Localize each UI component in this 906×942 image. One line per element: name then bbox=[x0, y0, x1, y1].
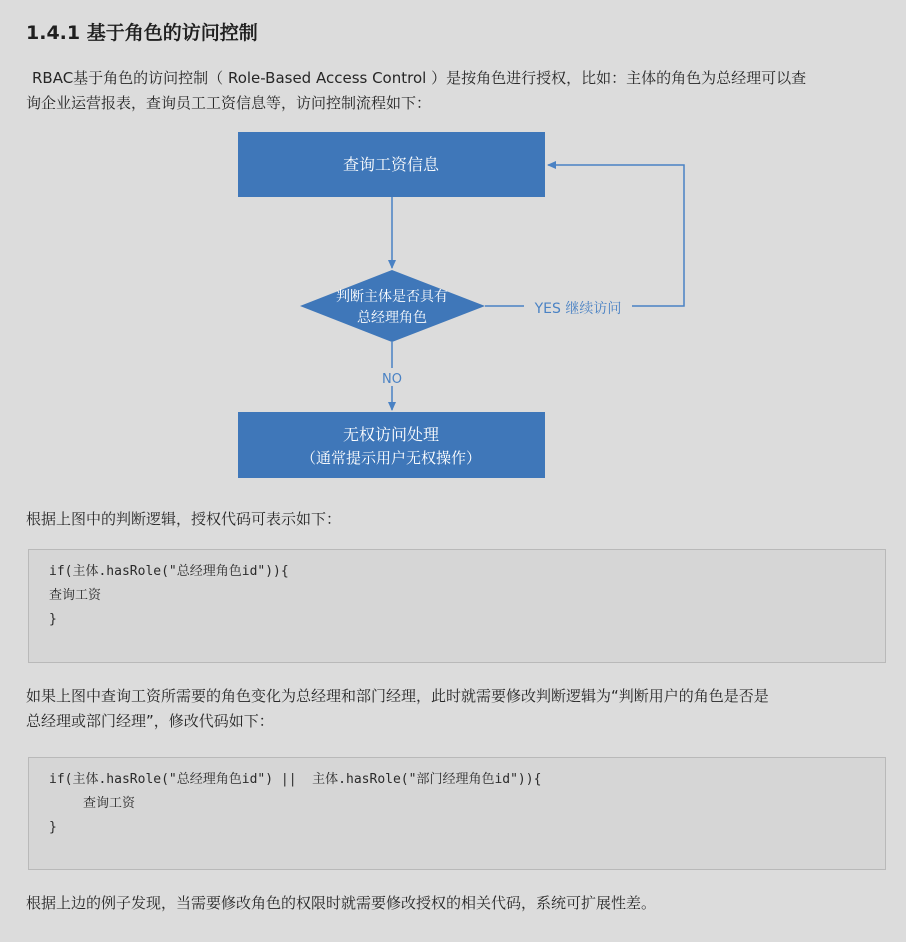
section-heading: 1.4.1 基于角色的访问控制 bbox=[26, 22, 258, 44]
paragraph-3 bbox=[26, 684, 886, 734]
paragraph-3-line-1: 如果上图中查询工资所需要的角色变化为总经理和部门经理，此时就需要修改判断逻辑为“判断用户的角色是否是 bbox=[26, 687, 769, 705]
code-line: } bbox=[49, 612, 57, 627]
flow-bottom-box-line-1: 无权访问处理 bbox=[342, 425, 440, 444]
code-line: 查询工资 bbox=[49, 588, 102, 603]
paragraph-3-line-2: 总经理或部门经理”，修改代码如下： bbox=[26, 712, 274, 730]
intro-line-2: 询企业运营报表，查询员工工资信息等，访问控制流程如下： bbox=[26, 94, 432, 112]
flow-yes-label: YES 继续访问 bbox=[534, 301, 622, 317]
flow-bottom-box bbox=[238, 412, 545, 478]
paragraph-2: 根据上图中的判断逻辑，授权代码可表示如下： bbox=[26, 510, 342, 528]
code-block-2 bbox=[28, 757, 886, 870]
code-line: if(主体.hasRole("总经理角色id") || 主体.hasRole("部门经理角色id")){ bbox=[49, 772, 542, 787]
flow-no-label: NO bbox=[382, 372, 402, 387]
flow-top-box-label: 查询工资信息 bbox=[342, 155, 440, 174]
code-line: } bbox=[49, 820, 57, 835]
code-block-1 bbox=[28, 549, 886, 663]
flow-decision-diamond bbox=[300, 270, 485, 342]
flow-bottom-box-line-2: （通常提示用户无权操作） bbox=[300, 449, 482, 467]
paragraph-4: 根据上边的例子发现，当需要修改角色的权限时就需要修改授权的相关代码，系统可扩展性差。 bbox=[26, 894, 657, 912]
flow-decision-line-1: 判断主体是否具有 bbox=[336, 289, 448, 305]
intro-line-1: RBAC基于角色的访问控制（ Role-Based Access Control ）是按角色进行授权，比如：主体的角色为总经理可以查 bbox=[32, 69, 807, 87]
code-line: if(主体.hasRole("总经理角色id")){ bbox=[49, 564, 289, 579]
flow-decision-line-2: 总经理角色 bbox=[357, 310, 427, 326]
code-line: 查询工资 bbox=[83, 796, 136, 811]
